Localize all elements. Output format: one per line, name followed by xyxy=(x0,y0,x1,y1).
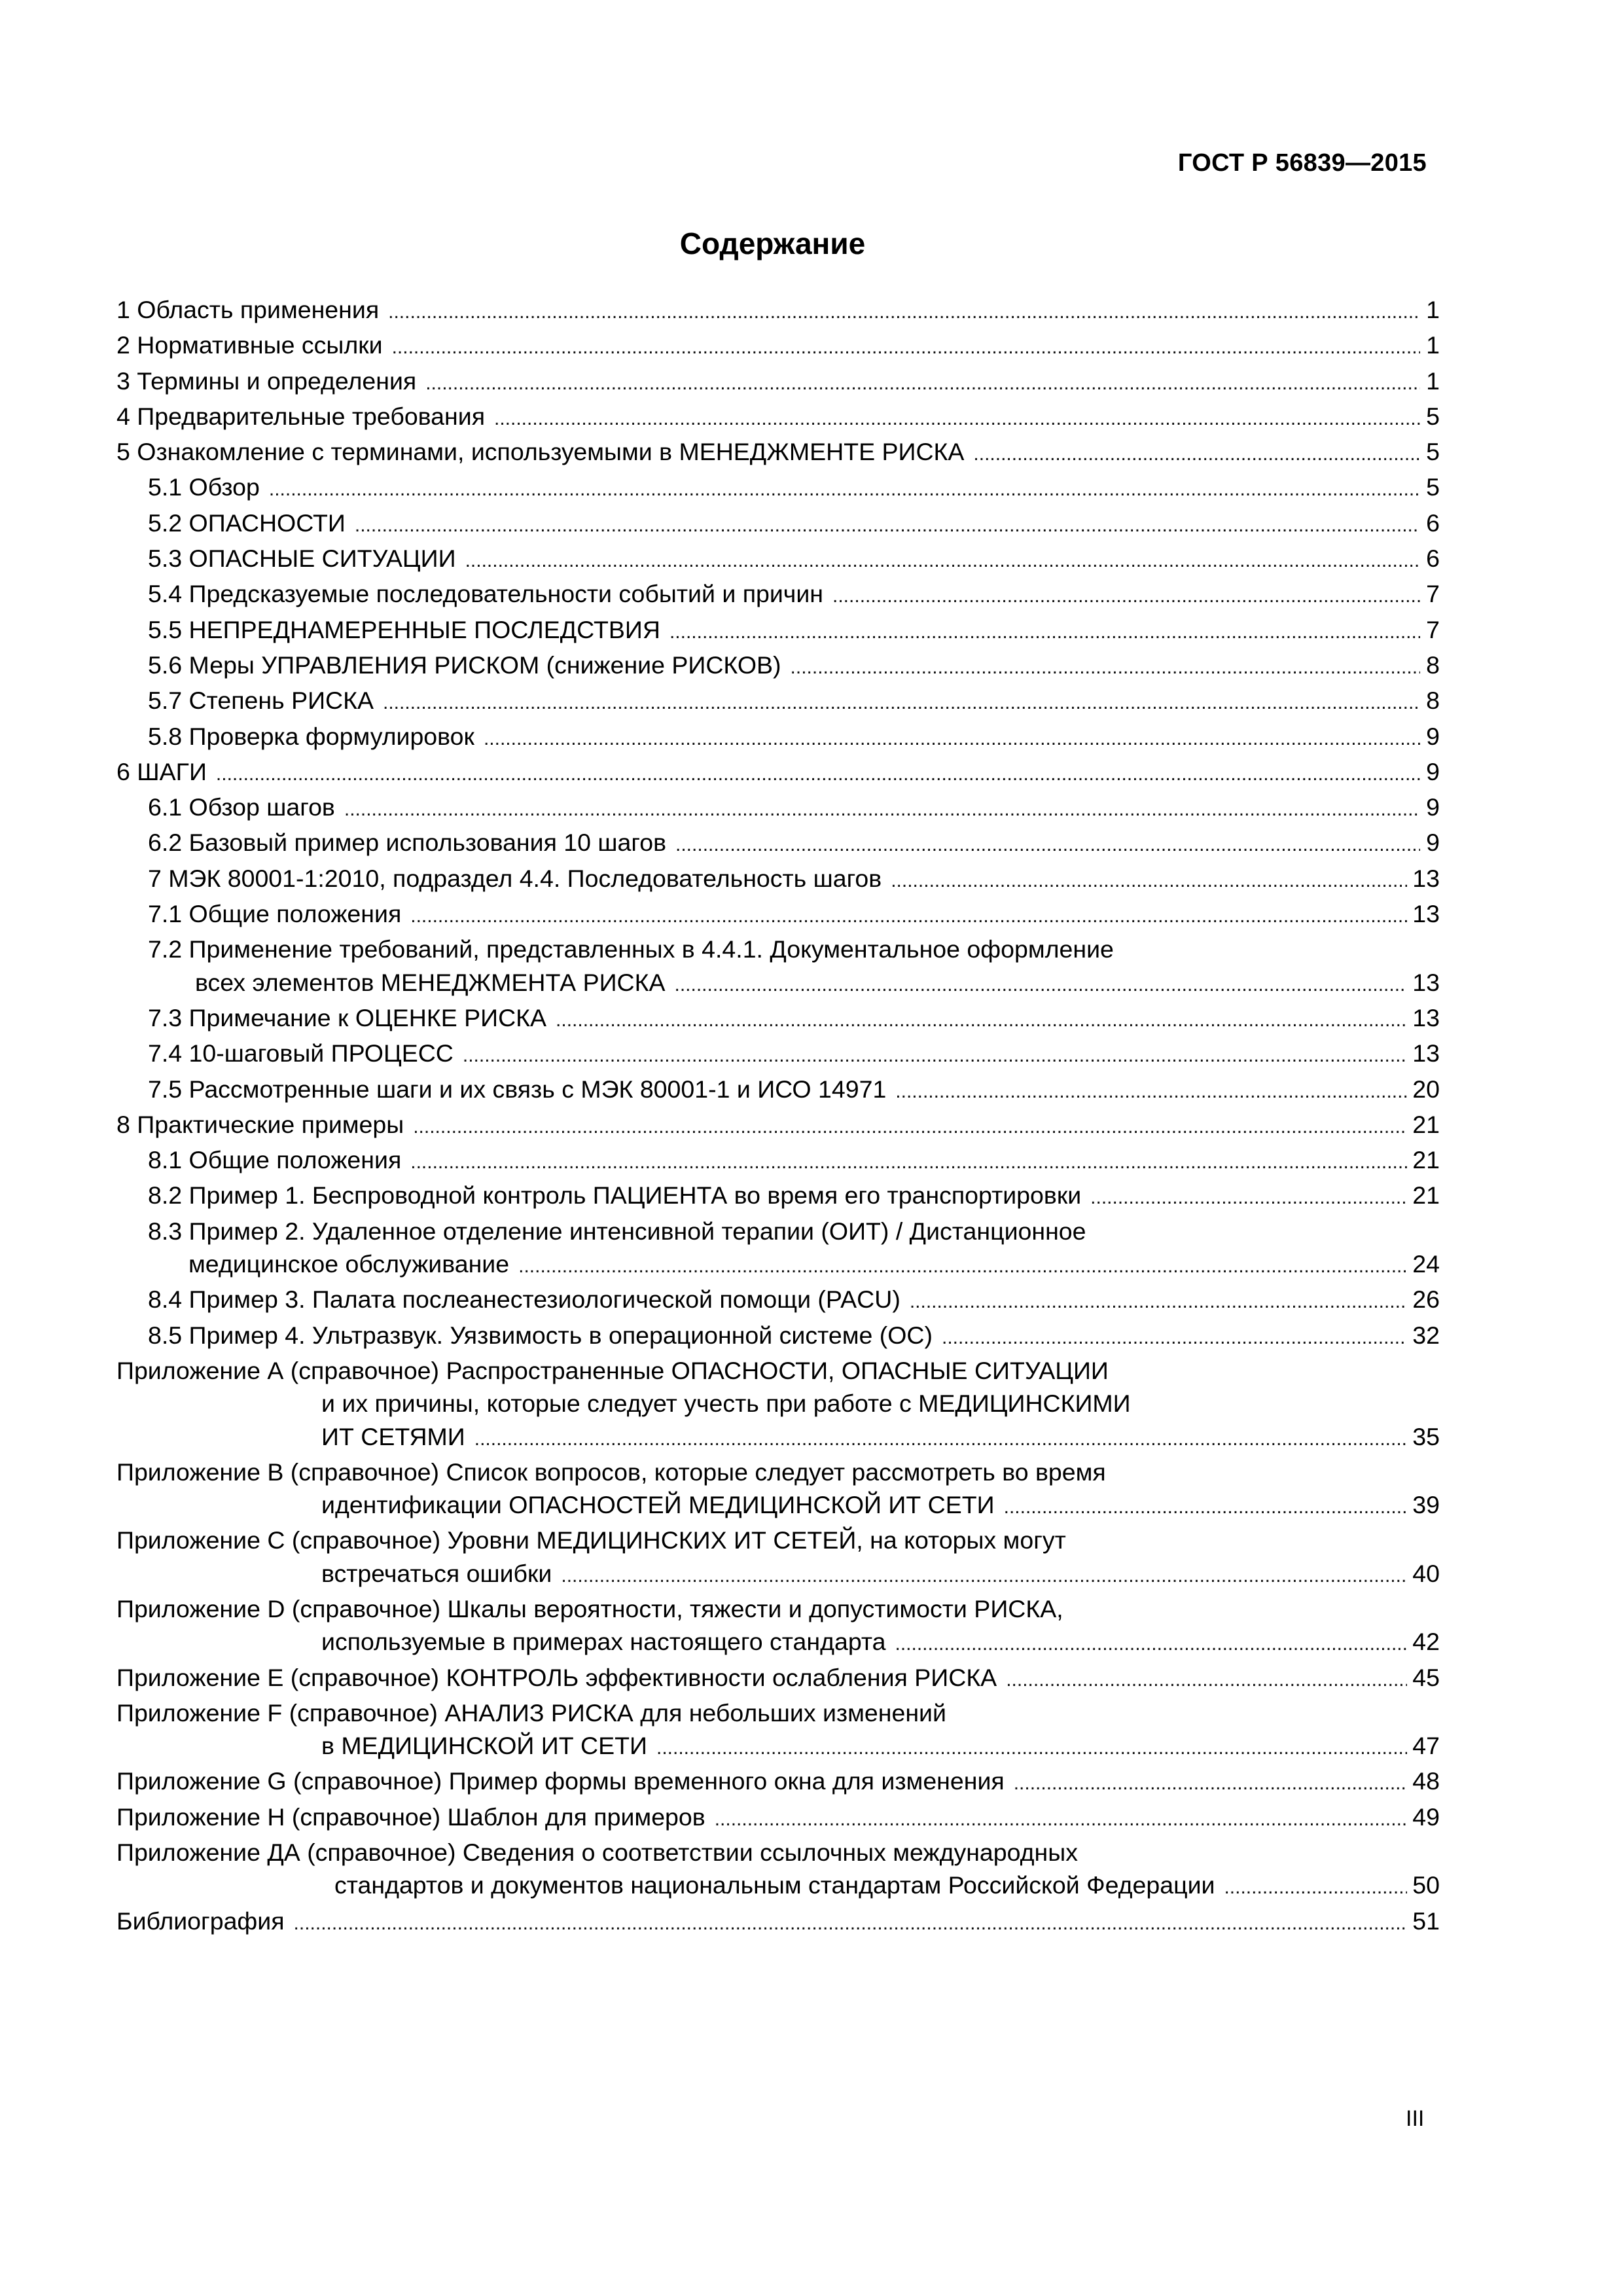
toc-entry-title: 5.7 Степень РИСКА xyxy=(148,687,374,715)
toc-entry-title: всех элементов МЕНЕДЖМЕНТА РИСКА xyxy=(195,968,666,996)
toc-dot-leader xyxy=(1006,1664,1407,1696)
toc-page-number: 13 xyxy=(1412,864,1440,892)
page-number: III xyxy=(1406,2106,1425,2131)
toc-entry-title: 8.4 Пример 3. Палата послеанестезиологической помощи (PACU) xyxy=(148,1285,901,1314)
toc-entry-title: 3 Термины и определения xyxy=(116,367,417,395)
toc-entry-title: 7.1 Общие положения xyxy=(148,900,402,928)
toc-entry[interactable] xyxy=(116,1592,1440,1661)
toc-entry-title: Приложение А (справочное) Распространенные ОПАСНОСТИ, ОПАСНЫЕ СИТУАЦИИ xyxy=(116,1356,1109,1384)
toc-dot-leader xyxy=(910,1285,1407,1318)
toc-entry-title: 1 Область применения xyxy=(116,296,380,323)
toc-dot-leader xyxy=(669,616,1420,649)
toc-entry[interactable] xyxy=(116,755,1440,791)
toc-entry[interactable] xyxy=(116,293,1440,329)
toc-entry[interactable] xyxy=(116,365,1440,400)
toc-dot-leader xyxy=(269,473,1420,506)
toc-dot-leader xyxy=(1014,1767,1408,1800)
toc-entry-title: 7.2 Применение требований, представленных в 4.4.1. Документальное оформление xyxy=(148,935,1114,963)
toc-dot-leader xyxy=(425,367,1420,400)
toc-entry-title: медицинское обслуживание xyxy=(188,1250,510,1278)
toc-dot-leader xyxy=(410,900,1407,933)
toc-entry-title: Приложение G (справочное) Пример формы временного окна для изменения xyxy=(116,1767,1005,1795)
toc-page-number: 13 xyxy=(1412,900,1440,928)
toc-entry[interactable] xyxy=(116,1456,1440,1524)
toc-entry-title: 7.3 Примечание к ОЦЕНКЕ РИСКА xyxy=(148,1003,547,1031)
toc-entry[interactable] xyxy=(116,400,1440,435)
toc-entry[interactable] xyxy=(116,577,1440,613)
toc-dot-leader xyxy=(413,1111,1407,1143)
toc-dot-leader xyxy=(1224,1871,1407,1904)
toc-entry-title: 7 МЭК 80001-1:2010, подраздел 4.4. Последовательность шагов xyxy=(148,864,882,892)
toc-page-number: 5 xyxy=(1426,402,1440,430)
toc-entry-title: Приложение D (справочное) Шкалы вероятности, тяжести и допустимости РИСКА, xyxy=(116,1594,1063,1623)
toc-entry[interactable] xyxy=(116,1765,1440,1800)
toc-entry[interactable] xyxy=(116,684,1440,719)
toc-entry-title: 8.1 Общие положения xyxy=(148,1146,402,1174)
toc-entry[interactable] xyxy=(116,435,1440,471)
toc-entry[interactable] xyxy=(116,1801,1440,1836)
toc-page-number: 39 xyxy=(1412,1491,1440,1519)
toc-dot-leader xyxy=(388,296,1420,329)
toc-dot-leader xyxy=(494,403,1420,435)
toc-dot-leader xyxy=(675,829,1420,861)
toc-dot-leader xyxy=(484,723,1420,755)
toc-entry[interactable] xyxy=(116,720,1440,755)
toc-entry[interactable] xyxy=(116,613,1440,649)
toc-page-number: 32 xyxy=(1412,1321,1440,1349)
toc-entry-title: используемые в примерах настоящего стандарта xyxy=(321,1628,886,1656)
toc-page-number: 1 xyxy=(1426,367,1440,395)
toc-entry-title: 8.2 Пример 1. Беспроводной контроль ПАЦИЕНТА во время его транспортировки xyxy=(148,1181,1082,1210)
toc-entry-title: Приложение В (справочное) Список вопросов, которые следует рассмотреть во время xyxy=(116,1458,1106,1486)
toc-entry[interactable] xyxy=(116,1524,1440,1592)
toc-dot-leader xyxy=(474,1423,1408,1456)
toc-entry[interactable] xyxy=(116,1143,1440,1179)
toc-entry-title: 8.5 Пример 4. Ультразвук. Уязвимость в операционной системе (ОС) xyxy=(148,1321,933,1349)
toc-page-number: 35 xyxy=(1412,1422,1440,1450)
toc-page-number: 7 xyxy=(1426,580,1440,608)
toc-page-number: 9 xyxy=(1426,757,1440,785)
toc-entry-title: и их причины, которые следует учесть при работе с МЕДИЦИНСКИМИ xyxy=(321,1390,1131,1418)
toc-page-number: 13 xyxy=(1412,1039,1440,1067)
toc-entry-title: 4 Предварительные требования xyxy=(116,402,485,430)
toc-dot-leader xyxy=(410,1146,1407,1179)
toc-entry-title: 8 Практические примеры xyxy=(116,1110,404,1138)
document-code: ГОСТ Р 56839—2015 xyxy=(1177,149,1427,177)
toc-entry[interactable] xyxy=(116,1319,1440,1354)
toc-page-number: 21 xyxy=(1412,1146,1440,1174)
toc-entry-title: 7.4 10-шаговый ПРОЦЕСС xyxy=(148,1039,454,1067)
toc-page-number: 49 xyxy=(1412,1803,1440,1831)
toc-entry[interactable] xyxy=(116,1073,1440,1108)
toc-entry[interactable] xyxy=(116,542,1440,577)
toc-page-number: 6 xyxy=(1426,545,1440,573)
toc-dot-leader xyxy=(942,1321,1407,1354)
toc-page-number: 50 xyxy=(1412,1871,1440,1899)
toc-entry[interactable] xyxy=(116,826,1440,861)
toc-page-number: 9 xyxy=(1426,722,1440,750)
toc-entry-title: 6.2 Базовый пример использования 10 шагов xyxy=(148,829,667,857)
toc-dot-leader xyxy=(832,580,1420,613)
toc-entry[interactable] xyxy=(116,471,1440,506)
toc-entry-title: Приложение Н (справочное) Шаблон для примеров xyxy=(116,1803,705,1831)
toc-page-number: 9 xyxy=(1426,793,1440,821)
toc-page-number: 5 xyxy=(1426,473,1440,501)
toc-entry-title: стандартов и документов национальным стандартам Российской Федерации xyxy=(334,1871,1215,1899)
toc-dot-leader xyxy=(715,1803,1408,1836)
toc-page-number: 51 xyxy=(1412,1907,1440,1935)
toc-dot-leader xyxy=(891,865,1407,897)
toc-entry-title: в МЕДИЦИНСКОЙ ИТ СЕТИ xyxy=(321,1732,647,1760)
toc-page-number: 21 xyxy=(1412,1110,1440,1138)
toc-page-number: 8 xyxy=(1426,687,1440,715)
toc-page-number: 24 xyxy=(1412,1250,1440,1278)
toc-dot-leader xyxy=(973,438,1420,471)
toc-dot-leader xyxy=(556,1004,1407,1037)
toc-entry[interactable] xyxy=(116,1215,1440,1283)
toc-entry[interactable] xyxy=(116,897,1440,933)
toc-page-number: 5 xyxy=(1426,438,1440,466)
toc-page-number: 48 xyxy=(1412,1767,1440,1795)
toc-dot-leader xyxy=(561,1560,1407,1592)
toc-page-number: 40 xyxy=(1412,1559,1440,1587)
toc-page-number: 8 xyxy=(1426,651,1440,679)
toc-dot-leader xyxy=(463,1039,1407,1072)
toc-entry-title: 5.2 ОПАСНОСТИ xyxy=(148,509,346,537)
table-of-contents xyxy=(116,293,1440,1940)
toc-entry-title: ИТ СЕТЯМИ xyxy=(321,1422,465,1450)
toc-page-number: 47 xyxy=(1412,1732,1440,1760)
toc-dot-leader xyxy=(383,687,1420,719)
toc-entry-title: 5.6 Меры УПРАВЛЕНИЯ РИСКОМ (снижение РИСКОВ) xyxy=(148,651,781,679)
toc-dot-leader xyxy=(344,793,1420,826)
toc-entry-title: 7.5 Рассмотренные шаги и их связь с МЭК 80001-1 и ИСО 14971 xyxy=(148,1075,887,1103)
toc-page-number: 42 xyxy=(1412,1628,1440,1656)
toc-dot-leader xyxy=(656,1732,1407,1765)
toc-page-number: 1 xyxy=(1426,331,1440,359)
toc-dot-leader xyxy=(518,1250,1407,1283)
toc-entry[interactable] xyxy=(116,507,1440,542)
toc-page-number: 21 xyxy=(1412,1181,1440,1210)
toc-entry-title: 5.4 Предсказуемые последовательности событий и причин xyxy=(148,580,824,608)
toc-dot-leader xyxy=(895,1075,1407,1108)
toc-entry-title: 5.5 НЕПРЕДНАМЕРЕННЫЕ ПОСЛЕДСТВИЯ xyxy=(148,615,660,643)
toc-dot-leader xyxy=(465,545,1420,577)
toc-page-number: 13 xyxy=(1412,1003,1440,1031)
toc-entry[interactable] xyxy=(116,329,1440,364)
toc-entry[interactable] xyxy=(116,1179,1440,1214)
toc-page-number: 45 xyxy=(1412,1663,1440,1691)
toc-page-number: 20 xyxy=(1412,1075,1440,1103)
toc-entry-title: 2 Нормативные ссылки xyxy=(116,331,383,359)
toc-page-number: 9 xyxy=(1426,829,1440,857)
toc-entry[interactable] xyxy=(116,1836,1440,1905)
toc-entry-title: 8.3 Пример 2. Удаленное отделение интенсивной терапии (ОИТ) / Дистанционное xyxy=(148,1217,1086,1245)
toc-entry-title: 5.1 Обзор xyxy=(148,473,260,501)
toc-title: Содержание xyxy=(679,226,866,260)
toc-page-number: 13 xyxy=(1412,968,1440,996)
toc-page-number: 7 xyxy=(1426,615,1440,643)
toc-entry-title: 6 ШАГИ xyxy=(116,757,207,785)
toc-page-number: 26 xyxy=(1412,1285,1440,1314)
toc-entry[interactable] xyxy=(116,1037,1440,1072)
toc-entry-title: Приложение F (справочное) АНАЛИЗ РИСКА для небольших изменений xyxy=(116,1698,946,1727)
toc-dot-leader xyxy=(675,969,1408,1001)
toc-dot-leader xyxy=(355,509,1420,542)
toc-entry-title: Приложение С (справочное) Уровни МЕДИЦИНСКИХ ИТ СЕТЕЙ, на которых могут xyxy=(116,1526,1066,1554)
toc-entry[interactable] xyxy=(116,862,1440,897)
toc-entry[interactable] xyxy=(116,791,1440,826)
toc-dot-leader xyxy=(895,1628,1407,1660)
toc-entry-title: 5 Ознакомление с терминами, используемыми в МЕНЕДЖМЕНТЕ РИСКА xyxy=(116,438,965,466)
toc-page-number: 6 xyxy=(1426,509,1440,537)
toc-entry-title: встречаться ошибки xyxy=(321,1559,552,1587)
toc-dot-leader xyxy=(392,331,1420,364)
toc-dot-leader xyxy=(791,651,1420,684)
toc-entry[interactable] xyxy=(116,1283,1440,1318)
toc-dot-leader xyxy=(294,1907,1408,1940)
toc-dot-leader xyxy=(216,758,1420,791)
toc-entry-title: идентификации ОПАСНОСТЕЙ МЕДИЦИНСКОЙ ИТ СЕТИ xyxy=(321,1491,995,1519)
toc-entry-title: 5.8 Проверка формулировок xyxy=(148,722,474,750)
toc-page-number: 1 xyxy=(1426,296,1440,323)
toc-entry[interactable] xyxy=(116,933,1440,1001)
toc-entry[interactable] xyxy=(116,1905,1440,1940)
toc-entry-title: Приложение ДА (справочное) Сведения о соответствии ссылочных международных xyxy=(116,1839,1078,1867)
toc-entry[interactable] xyxy=(116,1354,1440,1456)
toc-entry[interactable] xyxy=(116,1696,1440,1765)
toc-entry[interactable] xyxy=(116,1108,1440,1143)
toc-entry-title: 5.3 ОПАСНЫЕ СИТУАЦИИ xyxy=(148,545,456,573)
toc-entry-title: Приложение Е (справочное) КОНТРОЛЬ эффективности ослабления РИСКА xyxy=(116,1663,997,1691)
toc-dot-leader xyxy=(1090,1181,1407,1214)
toc-entry[interactable] xyxy=(116,649,1440,684)
toc-entry-title: 6.1 Обзор шагов xyxy=(148,793,335,821)
toc-dot-leader xyxy=(1004,1491,1408,1524)
toc-entry[interactable] xyxy=(116,1001,1440,1037)
toc-entry-title: Библиография xyxy=(116,1907,285,1935)
toc-entry[interactable] xyxy=(116,1661,1440,1696)
